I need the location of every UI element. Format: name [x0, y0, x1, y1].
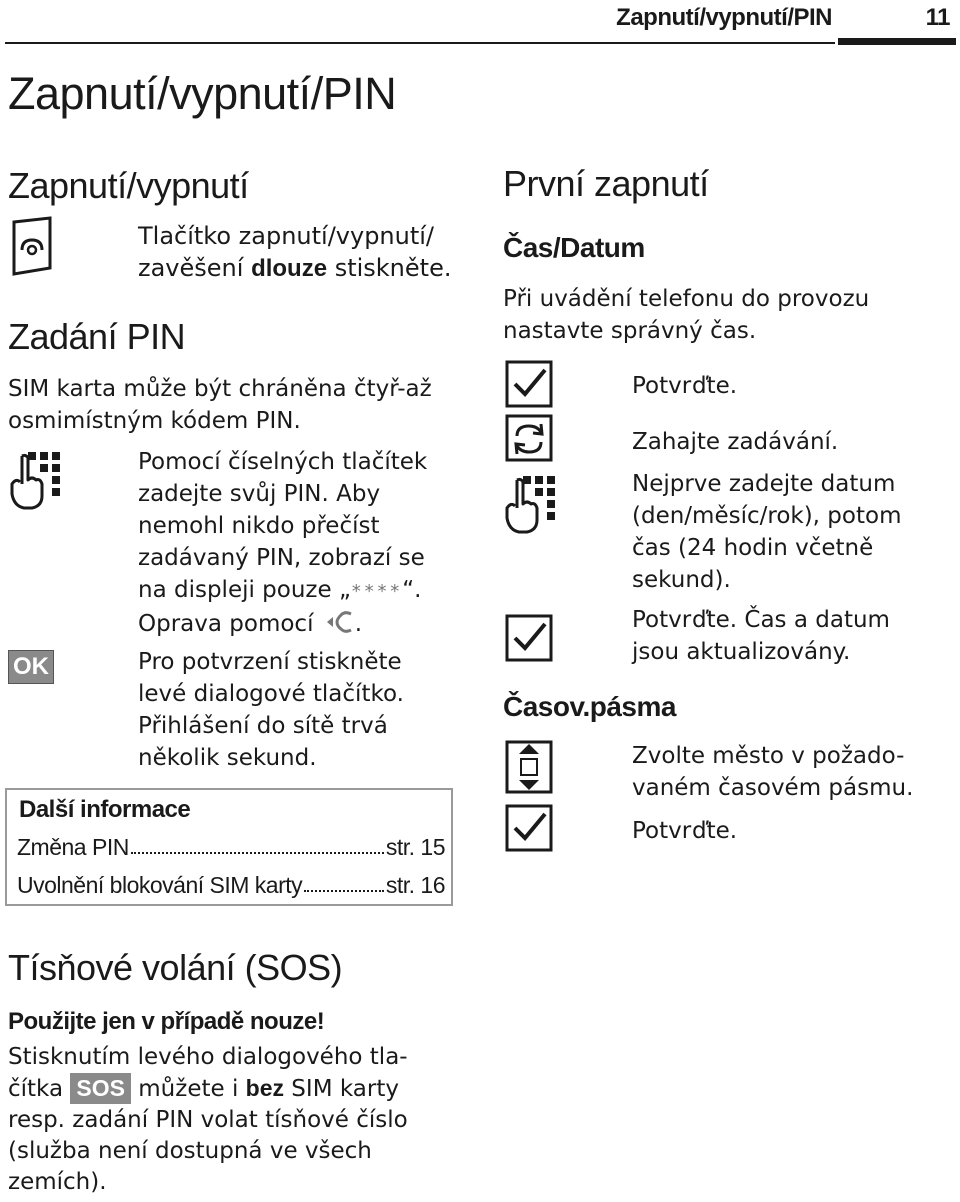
- onoff-description: [138, 220, 468, 285]
- info-row-sim-unblock[interactable]: [17, 872, 445, 899]
- header-rule: [5, 42, 835, 44]
- info-box-title: Další informace: [19, 796, 191, 823]
- pin-mask-pre: na displeji pouze „: [138, 577, 351, 603]
- leader-dots: [304, 872, 384, 892]
- pin-mask: ****: [350, 581, 403, 602]
- pin-step2-line4: několik sekund.: [138, 745, 317, 771]
- info-row-label: Změna PIN: [17, 834, 129, 860]
- edit-refresh-icon: [505, 414, 553, 462]
- tz-step1-line1: Zvolte město v požado-: [632, 743, 905, 769]
- pin-step1-line3: nemohl nikdo přečíst: [138, 513, 380, 539]
- pin-step1-line1: Pomocí číselných tlačítek: [138, 449, 428, 475]
- td-step1: Potvrďte.: [632, 373, 738, 399]
- sos-line3: resp. zadání PIN volat tísňové číslo: [8, 1107, 408, 1133]
- sos-line2: [8, 1073, 458, 1105]
- sos-text: [8, 1042, 458, 1198]
- pin-step2-line2: levé dialogové tlačítko.: [138, 681, 404, 707]
- section-sos-heading: Tísňové volání (SOS): [8, 947, 343, 988]
- td-step3-line4: sekund).: [632, 567, 731, 593]
- section-first-start-heading: První zapnutí: [503, 163, 709, 204]
- timezone-heading: Časov.pásma: [503, 691, 676, 722]
- clear-key-icon: [325, 609, 355, 635]
- pin-step1-line2: zadejte svůj PIN. Aby: [138, 481, 381, 507]
- sos-line2-post: SIM karty: [284, 1076, 399, 1102]
- onoff-line1: Tlačítko zapnutí/vypnutí/: [138, 222, 435, 250]
- onoff-line2-pre: zavěšení: [138, 254, 252, 282]
- checkmark-softkey-icon: [505, 614, 553, 662]
- pin-step2-line1: Pro potvrzení stiskněte: [138, 649, 402, 675]
- leader-dots: [131, 834, 384, 854]
- td-step2: Zahajte zadávání.: [632, 429, 839, 455]
- sos-line2-mid: můžete i: [130, 1076, 246, 1102]
- header-bar: [838, 38, 956, 45]
- time-date-intro-line2: nastavte správný čas.: [503, 318, 757, 344]
- page-number: 11: [925, 4, 950, 31]
- td-step4: [632, 604, 942, 668]
- time-date-heading: Čas/Datum: [503, 232, 645, 263]
- running-header-title: Zapnutí/vypnutí/PIN: [616, 4, 832, 31]
- pin-intro: [8, 373, 458, 437]
- tz-step1-line2: vaném časovém pásmu.: [632, 775, 914, 801]
- section-onoff-heading: Zapnutí/vypnutí: [8, 165, 249, 206]
- time-date-intro-line1: Při uvádění telefonu do provozu: [503, 286, 870, 312]
- keypad-icon: [8, 450, 64, 512]
- onoff-line2-post: stiskněte.: [327, 254, 452, 282]
- ok-softkey-icon: OK: [8, 650, 54, 684]
- sos-line2-pre: čítka: [8, 1076, 71, 1102]
- sos-line2-bold: bez: [245, 1075, 284, 1101]
- info-row-label: Uvolnění blokování SIM karty: [17, 872, 303, 898]
- power-key-icon: [8, 216, 56, 276]
- correction-end: .: [354, 611, 363, 637]
- sos-subheading: Použijte jen v případě nouze!: [8, 1008, 325, 1035]
- info-row-ref: str. 15: [385, 834, 445, 860]
- info-row-ref: str. 16: [385, 872, 445, 898]
- td-step4-line2: jsou aktualizovány.: [632, 639, 851, 665]
- td-step3-line3: čas (24 hodin včetně: [632, 535, 874, 561]
- pin-intro-line1: SIM karta může být chráněna čtyř-až: [8, 376, 432, 402]
- navigation-key-icon: [505, 740, 553, 794]
- section-pin-heading: Zadání PIN: [8, 316, 186, 357]
- tz-step2: Potvrďte.: [632, 818, 738, 844]
- info-row-change-pin[interactable]: [17, 834, 445, 861]
- pin-step1-line5: [138, 574, 458, 608]
- pin-step1-line4: zadávaný PIN, zobrazí se: [138, 545, 425, 571]
- pin-mask-post: “.: [402, 577, 422, 603]
- pin-step1-text: [138, 446, 458, 640]
- sos-line1: Stisknutím levého dialogového tla-: [8, 1044, 408, 1070]
- pin-step2-text: [138, 646, 458, 774]
- sos-line4: (služba není dostupná ve všech: [8, 1138, 372, 1164]
- time-date-intro: [503, 283, 943, 347]
- sos-line5: zemích).: [8, 1169, 107, 1195]
- checkmark-softkey-icon: [505, 804, 553, 852]
- pin-step1-line6: [138, 608, 458, 640]
- keypad-icon: [503, 474, 559, 536]
- td-step3: [632, 468, 942, 596]
- pin-intro-line2: osmimístným kódem PIN.: [8, 408, 301, 434]
- further-info-box: [5, 788, 453, 906]
- correction-text: Oprava pomocí: [138, 611, 314, 637]
- page-title: Zapnutí/vypnutí/PIN: [8, 68, 397, 119]
- sos-softkey-icon: SOS: [70, 1073, 131, 1104]
- tz-step1: [632, 740, 942, 804]
- onoff-line2: [138, 252, 468, 285]
- onoff-line2-bold: dlouze: [251, 255, 328, 282]
- td-step3-line2: (den/měsíc/rok), potom: [632, 503, 902, 529]
- checkmark-softkey-icon: [505, 360, 553, 408]
- pin-step2-line3: Přihlášení do sítě trvá: [138, 713, 388, 739]
- td-step3-line1: Nejprve zadejte datum: [632, 471, 896, 497]
- td-step4-line1: Potvrďte. Čas a datum: [632, 607, 890, 633]
